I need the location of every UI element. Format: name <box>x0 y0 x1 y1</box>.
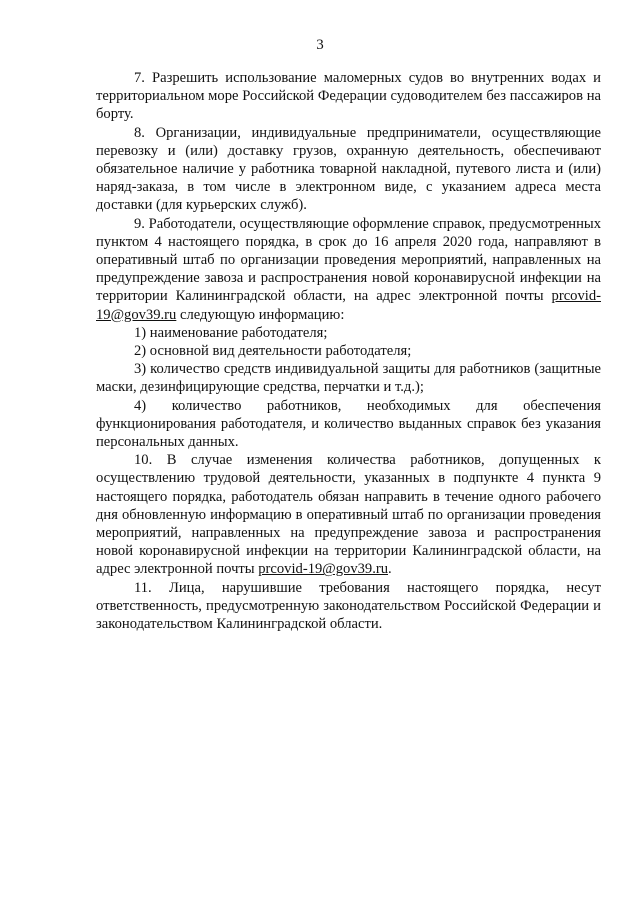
paragraph-10-text: 10. В случае изменения количества работников, допущенных к осуществлению трудовой деятельности, указанных в подпункте 4 пункта 9 настоящего порядка, работодатель обязан направить в течение одного рабочего дня обновленную информацию в оперативный штаб по организации проведения мероприятий, направленных на предупреждение завоза и распространения новой коронавирусной инфекции на территории Калининградской области, на адрес электронной почты <box>96 452 601 578</box>
list-item-1: 1) наименование работодателя; <box>134 324 328 341</box>
page-number: 3 <box>316 37 324 53</box>
paragraph-7: 7. Разрешить использование маломерных судов во внутренних водах и территориальном море Российской Федерации судоводителем без пассажиров на борту. <box>96 70 601 123</box>
paragraph-10 <box>96 451 601 578</box>
paragraph-9-text-end: следующую информацию: <box>176 306 345 323</box>
document-body <box>96 69 601 633</box>
paragraph-10-text-end: . <box>388 561 392 578</box>
list-item-4: 4) количество работников, необходимых для обеспечения функционирования работодателя, и количество выданных справок без указания персональных данных. <box>96 397 601 451</box>
paragraph-9 <box>96 215 601 324</box>
list-item-3: 3) количество средств индивидуальной защиты для работников (защитные маски, дезинфицирующие средства, перчатки и т.д.); <box>96 361 601 396</box>
paragraph-9-text: 9. Работодатели, осуществляющие оформление справок, предусмотренных пунктом 4 настоящего порядка, в срок до 16 апреля 2020 года, направляют в оперативный штаб по организации проведения мероприятий, направленных на предупреждение завоза и распространения новой коронавирусной инфекции на территории Калининградской области, на адрес электронной почты <box>96 215 601 305</box>
list-item-2: 2) основной вид деятельности работодателя; <box>134 343 412 360</box>
paragraph-11: 11. Лица, нарушившие требования настоящего порядка, несут ответственность, предусмотренную законодательством Российской Федерации и законодательством Калининградской области. <box>96 579 601 633</box>
email-link[interactable]: prcovid-19@gov39.ru <box>258 561 389 578</box>
email-link[interactable]: prcovid-19@gov39.ru <box>96 288 601 323</box>
paragraph-8: 8. Организации, индивидуальные предприниматели, осуществляющие перевозку и (или) доставку грузов, охранную деятельность, обеспечивают обязательное наличие у работника товарной накладной, путевого листа и (или) наряд-заказа, в том числе в электронном виде, с указанием адреса места доставки (для курьерских служб). <box>96 124 601 214</box>
